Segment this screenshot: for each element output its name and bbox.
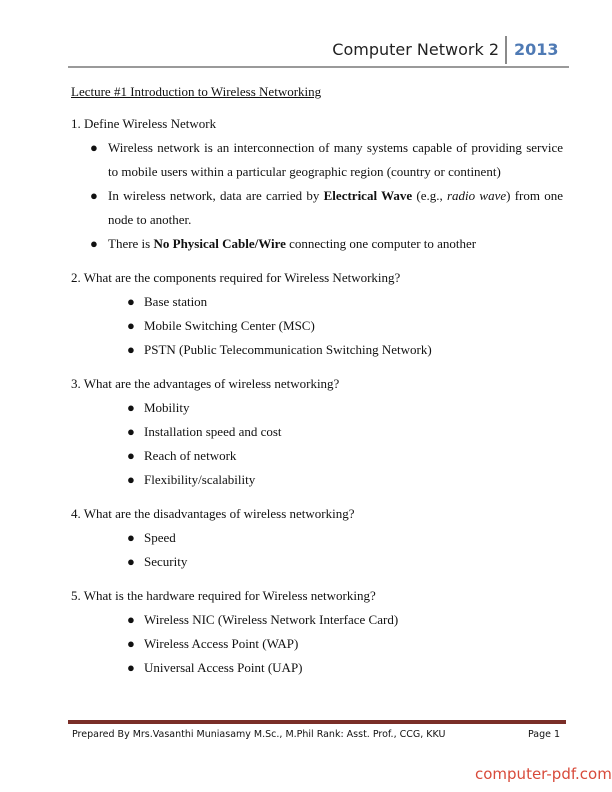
list-item-text: ) from one node to another. xyxy=(108,188,563,227)
list-item xyxy=(71,632,563,656)
bullet-icon: ● xyxy=(127,612,135,627)
list-item-text: PSTN (Public Telecommunication Switching Network) xyxy=(144,342,432,357)
list-item xyxy=(71,656,563,680)
question-4-list xyxy=(71,526,563,574)
header-separator xyxy=(505,36,507,64)
bullet-icon: ● xyxy=(127,636,135,651)
list-item-text: Wireless Access Point (WAP) xyxy=(144,636,299,651)
list-item-text: Mobility xyxy=(144,400,190,415)
list-item-text: Installation speed and cost xyxy=(144,424,282,439)
bullet-icon: ● xyxy=(127,400,135,415)
list-item-text: There is xyxy=(108,236,154,251)
bullet-icon: ● xyxy=(127,472,135,487)
list-item xyxy=(71,136,563,184)
italic-term: radio wave xyxy=(446,188,507,203)
bullet-icon: ● xyxy=(90,236,98,251)
question-5-text: 5. What is the hardware required for Wireless networking? xyxy=(71,588,376,603)
list-item xyxy=(71,420,563,444)
header-rule xyxy=(68,66,569,68)
page-number: Page 1 xyxy=(528,729,561,740)
bullet-icon: ● xyxy=(127,424,135,439)
question-2 xyxy=(71,266,563,362)
question-3-text: 3. What are the advantages of wireless networking? xyxy=(71,376,340,391)
question-5-list xyxy=(71,608,563,680)
list-item-text: Flexibility/scalability xyxy=(144,472,256,487)
list-item xyxy=(71,396,563,420)
bullet-icon: ● xyxy=(90,188,98,203)
list-item xyxy=(71,526,563,550)
list-item-text: Base station xyxy=(144,294,208,309)
bullet-icon: ● xyxy=(127,318,135,333)
list-item xyxy=(71,444,563,468)
footer-author: Prepared By Mrs.Vasanthi Muniasamy M.Sc., M.Phil Rank: Asst. Prof., CCG, KKU xyxy=(72,729,446,740)
list-item-text: connecting one computer to another xyxy=(285,236,477,251)
bold-term: No Physical Cable/Wire xyxy=(153,236,286,251)
bold-term: Electrical Wave xyxy=(323,188,413,203)
header-title: Computer Network 2 xyxy=(332,40,499,59)
list-item xyxy=(71,184,563,232)
question-2-text: 2. What are the components required for Wireless Networking? xyxy=(71,270,401,285)
list-item-text: In wireless network, data are carried by xyxy=(108,188,324,203)
question-3 xyxy=(71,372,563,492)
question-4 xyxy=(71,502,563,574)
list-item-text: Reach of network xyxy=(144,448,237,463)
list-item-text: Security xyxy=(144,554,188,569)
list-item-text: Mobile Switching Center (MSC) xyxy=(144,318,315,333)
list-item xyxy=(71,468,563,492)
question-4-text: 4. What are the disadvantages of wireless networking? xyxy=(71,506,355,521)
question-3-list xyxy=(71,396,563,492)
bullet-icon: ● xyxy=(127,554,135,569)
list-item xyxy=(71,290,563,314)
lecture-title: Lecture #1 Introduction to Wireless Networking xyxy=(71,84,322,99)
document-body xyxy=(71,80,563,680)
list-item-text: (e.g., xyxy=(412,188,447,203)
list-item xyxy=(71,608,563,632)
list-item xyxy=(71,232,563,256)
question-1-text: 1. Define Wireless Network xyxy=(71,116,217,131)
question-5 xyxy=(71,584,563,680)
bullet-icon: ● xyxy=(90,140,98,155)
question-1 xyxy=(71,112,563,256)
list-item-text: Wireless network is an interconnection of many systems capable of providing service to mobile users within a particular geographic region (country or continent) xyxy=(108,140,563,179)
list-item-text: Speed xyxy=(144,530,176,545)
question-1-list xyxy=(71,136,563,256)
list-item-text: Wireless NIC (Wireless Network Interface Card) xyxy=(144,612,399,627)
bullet-icon: ● xyxy=(127,530,135,545)
watermark: computer-pdf.com xyxy=(475,765,612,783)
footer-rule xyxy=(68,720,566,724)
bullet-icon: ● xyxy=(127,448,135,463)
list-item-text: Universal Access Point (UAP) xyxy=(144,660,303,675)
question-2-list xyxy=(71,290,563,362)
bullet-icon: ● xyxy=(127,660,135,675)
list-item xyxy=(71,338,563,362)
list-item xyxy=(71,314,563,338)
bullet-icon: ● xyxy=(127,342,135,357)
bullet-icon: ● xyxy=(127,294,135,309)
list-item xyxy=(71,550,563,574)
header-year: 2013 xyxy=(514,40,559,59)
